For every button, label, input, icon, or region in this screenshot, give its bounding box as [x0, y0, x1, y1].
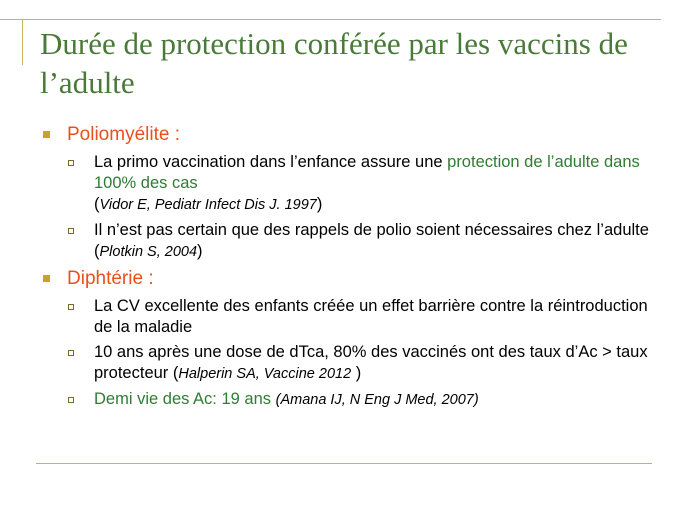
item-reference: Halperin SA, Vaccine 2012: [178, 366, 352, 382]
list-item: [67, 342, 660, 385]
bullet-list: [40, 123, 660, 415]
bottom-rule: [36, 463, 652, 464]
square-bullet-icon: [43, 131, 50, 138]
sub-bullet-list: [67, 296, 660, 411]
section-heading: Poliomyélite :: [67, 124, 180, 145]
item-text: 10 ans après une dose de dTca, 80% des vaccinés ont des taux d’Ac > taux protecteur (: [94, 343, 648, 382]
sub-bullet-list: [67, 152, 660, 263]
section-heading: Diphtérie :: [67, 268, 154, 289]
hollow-square-bullet-icon: [68, 160, 74, 166]
title-side-rule: [22, 19, 23, 65]
ref-open: (: [94, 195, 100, 213]
section-diphterie: [40, 267, 660, 411]
item-text: La primo vaccination dans l’enfance assure une: [94, 153, 448, 171]
hollow-square-bullet-icon: [68, 397, 74, 403]
hollow-square-bullet-icon: [68, 350, 74, 356]
ref-close: ): [197, 242, 203, 260]
ref-close: ): [316, 195, 323, 213]
hollow-square-bullet-icon: [68, 228, 74, 234]
item-reference: (Amana IJ, N Eng J Med, 2007): [275, 392, 479, 408]
item-reference: Plotkin S, 2004: [99, 244, 198, 260]
section-poliomyelite: [40, 123, 660, 263]
square-bullet-icon: [43, 275, 50, 282]
item-text: La CV excellente des enfants créée un effet barrière contre la réintroduction de la maladie: [94, 297, 648, 336]
item-highlight: protection de l’adulte dans 100% des cas: [94, 153, 640, 192]
ref-close: ): [351, 364, 362, 382]
list-item: [67, 389, 660, 411]
list-item: [67, 220, 660, 263]
item-reference: Vidor E, Pediatr Infect Dis J. 1997: [99, 197, 317, 213]
slide-title: Durée de protection conférée par les vaccins de l’adulte: [40, 26, 628, 100]
item-text: Il n’est pas certain que des rappels de polio soient nécessaires chez l’adulte (: [94, 221, 649, 260]
hollow-square-bullet-icon: [68, 304, 74, 310]
item-highlight: Demi vie des Ac: 19 ans: [94, 390, 272, 408]
list-item: [67, 152, 660, 216]
list-item: [67, 296, 660, 338]
title-top-rule: [0, 19, 661, 20]
